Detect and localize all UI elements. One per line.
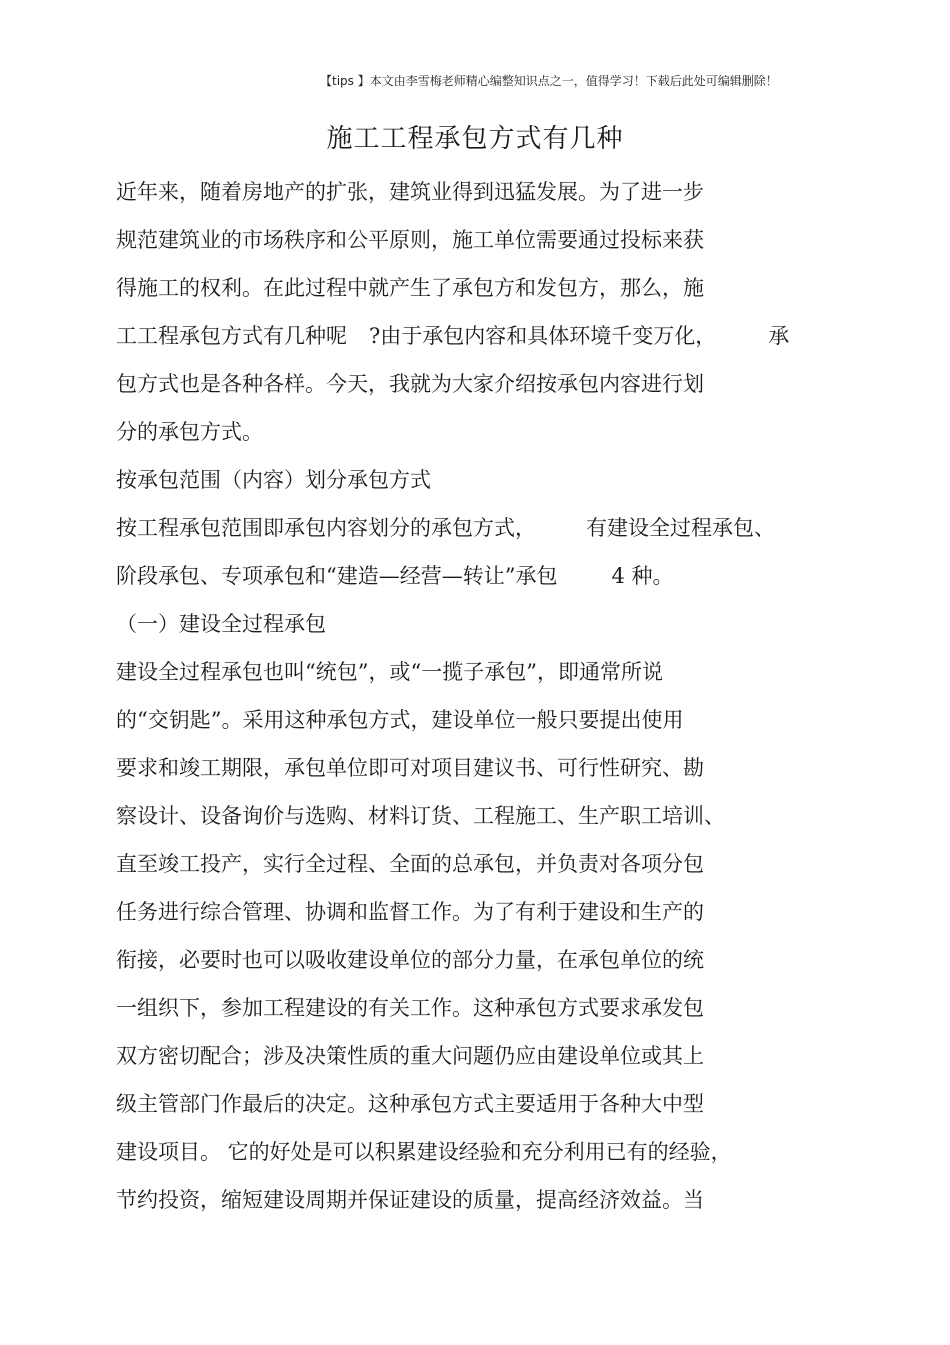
line-segment: 按工程承包范围即承包内容划分的承包方式， <box>116 516 536 540</box>
line-segment: ?由于承包内容和具体环境千变万化， <box>369 324 717 348</box>
section-heading: 按承包范围（内容）划分承包方式 <box>116 468 431 492</box>
paragraph-line: 分的承包方式。 <box>116 420 263 444</box>
paragraph-line: 近年来，随着房地产的扩张，建筑业得到迅猛发展。为了进一步 <box>116 180 704 204</box>
paragraph-line: 建设全过程承包也叫“统包”，或“一揽子承包”，即通常所说 <box>116 660 663 684</box>
paragraph-line: 的“交钥匙”。采用这种承包方式，建设单位一般只要提出使用 <box>116 708 684 732</box>
paragraph-line <box>116 514 856 562</box>
line-segment: 承 <box>768 324 790 348</box>
paragraph-line: 要求和竣工期限，承包单位即可对项目建议书、可行性研究、勘 <box>116 756 704 780</box>
document-title: 施工工程承包方式有几种 <box>326 124 624 154</box>
paragraph-line: 任务进行综合管理、协调和监督工作。为了有利于建设和生产的 <box>116 900 704 924</box>
paragraph-line: 衔接，必要时也可以吸收建设单位的部分力量，在承包单位的统 <box>116 948 704 972</box>
line-segment: 有建设全过程承包、 <box>586 516 775 540</box>
paragraph-line: 得施工的权利。在此过程中就产生了承包方和发包方，那么，施 <box>116 276 704 300</box>
line-segment: 阶段承包、专项承包和“建造—经营—转让”承包 <box>116 564 558 588</box>
paragraph-line: 级主管部门作最后的决定。这种承包方式主要适用于各种大中型 <box>116 1092 704 1116</box>
paragraph-line <box>116 562 856 610</box>
document-body <box>116 178 856 1234</box>
paragraph-line: 规范建筑业的市场秩序和公平原则，施工单位需要通过投标来获 <box>116 228 704 252</box>
paragraph-line <box>116 322 856 370</box>
tips-note: 【tips 】本文由李雪梅老师精心编整知识点之一，值得学习！下载后此处可编辑删除！ <box>320 74 778 88</box>
paragraph-line: 一组织下，参加工程建设的有关工作。这种承包方式要求承发包 <box>116 996 704 1020</box>
line-segment: 工工程承包方式有几种呢 <box>116 324 347 348</box>
paragraph-line: 双方密切配合；涉及决策性质的重大问题仍应由建设单位或其上 <box>116 1044 704 1068</box>
subsection-heading: （一）建设全过程承包 <box>116 612 326 636</box>
paragraph-line: 节约投资，缩短建设周期并保证建设的质量，提高经济效益。当 <box>116 1188 704 1212</box>
line-segment: 4 种。 <box>611 564 674 588</box>
paragraph-line: 包方式也是各种各样。今天，我就为大家介绍按承包内容进行划 <box>116 372 704 396</box>
paragraph-line: 建设项目。 它的好处是可以积累建设经验和充分利用已有的经验， <box>116 1140 732 1164</box>
paragraph-line: 察设计、设备询价与选购、材料订货、工程施工、生产职工培训、 <box>116 804 725 828</box>
paragraph-line: 直至竣工投产，实行全过程、全面的总承包，并负责对各项分包 <box>116 852 704 876</box>
